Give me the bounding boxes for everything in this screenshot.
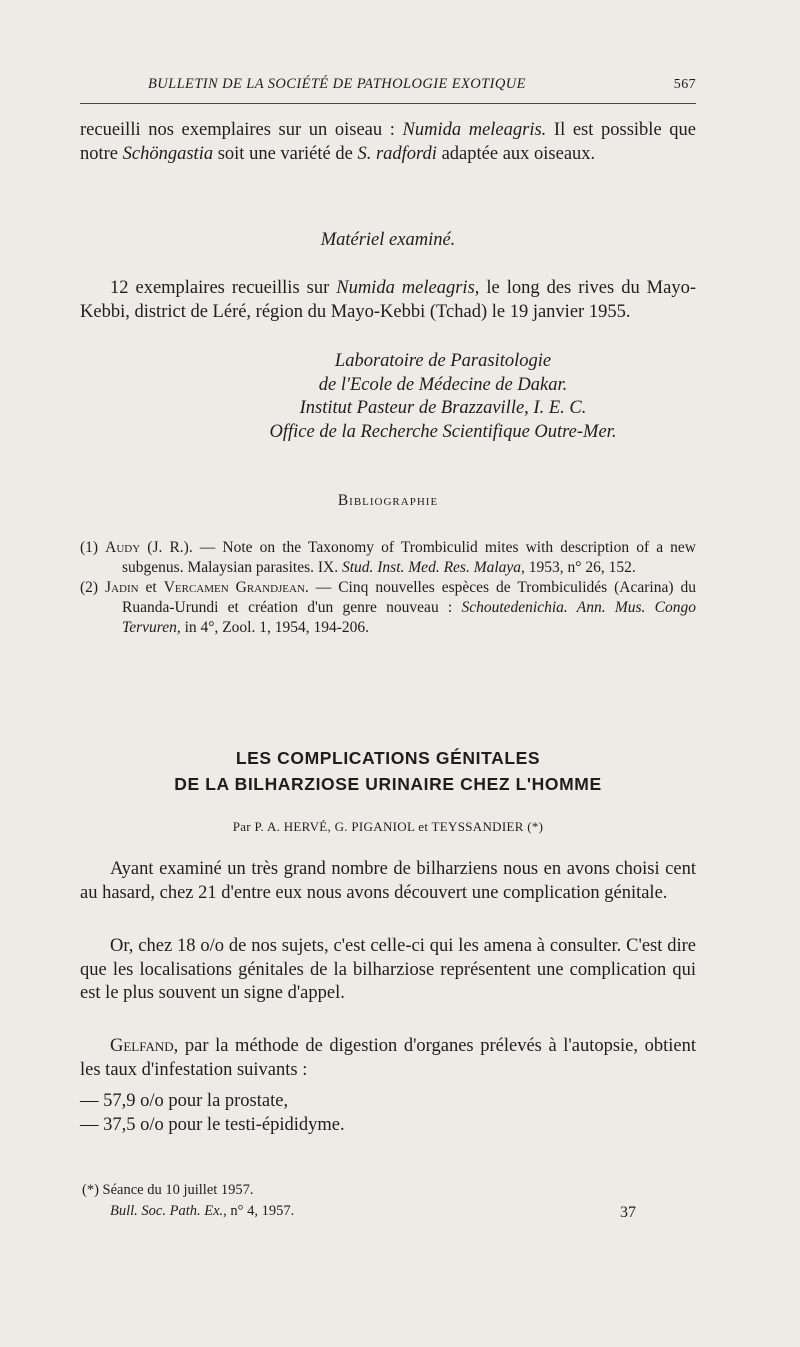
bibliography-entry: (1) Audy (J. R.). — Note on the Taxonomy of Trombiculid mites with description of a new subgenus. Malaysian parasites. IX. Stud. Inst. Med. Res. Malaya, 1953, n° 26, 152.	[80, 539, 696, 576]
intro-paragraph: recueilli nos exemplaires sur un oiseau : Numida meleagris. Il est possible que notre Schöngastia soit une variété de S. radfordi adaptée aux oiseaux.	[80, 120, 696, 164]
article-paragraph-3: Gelfand, par la méthode de digestion d'organes prélevés à l'autopsie, obtient les taux d'infestation suivants :	[80, 1036, 696, 1080]
list-item: — 37,5 o/o pour le testi-épididyme.	[80, 1114, 345, 1135]
article-paragraph-2: Or, chez 18 o/o de nos sujets, c'est celle-ci qui les amena à consulter. C'est dire que les localisations génitales de la bilharziose représentent une complication qui est le plus souvent un signe d'appel.	[80, 936, 696, 1003]
bibliography-list	[80, 538, 696, 638]
affiliation-line: Laboratoire de Parasitologie	[334, 351, 552, 371]
signature-mark: 37	[620, 1204, 636, 1221]
footnote	[80, 1180, 696, 1222]
article-title-line: LES COMPLICATIONS GÉNITALES	[235, 748, 541, 768]
material-heading: Matériel examiné.	[320, 230, 456, 250]
footnote-line: (*) Séance du 10 juillet 1957.	[82, 1182, 254, 1198]
affiliation-line: Institut Pasteur de Brazzaville, I. E. C.	[299, 398, 587, 418]
affiliation-line: Office de la Recherche Scientifique Outre-Mer.	[269, 421, 617, 442]
article-authors: Par P. A. HERVÉ, G. PIGANIOL et TEYSSANDIER (*)	[232, 819, 544, 834]
article-paragraph-1: Ayant examiné un très grand nombre de bilharziens nous en avons choisi cent au hasard, chez 21 d'entre eux nous avons découvert une complication génitale.	[80, 859, 696, 903]
header-rule	[80, 103, 696, 104]
article-title-line: DE LA BILHARZIOSE URINAIRE CHEZ L'HOMME	[174, 774, 602, 794]
footnote-line: Bull. Soc. Path. Ex., n° 4, 1957.	[110, 1203, 295, 1219]
list-item: — 57,9 o/o pour la prostate,	[80, 1091, 289, 1111]
article-title	[80, 745, 696, 797]
material-paragraph: 12 exemplaires recueillis sur Numida meleagris, le long des rives du Mayo-Kebbi, district de Léré, région du Mayo-Kebbi (Tchad) le 19 janvier 1955.	[80, 278, 696, 322]
infestation-list	[80, 1090, 696, 1137]
affiliation-line: de l'Ecole de Médecine de Dakar.	[318, 374, 568, 395]
journal-title: BULLETIN DE LA SOCIÉTÉ DE PATHOLOGIE EXOTIQUE	[148, 76, 526, 92]
page-number: 567	[673, 77, 696, 92]
bibliography-entry: (2) Jadin et Vercamen Grandjean. — Cinq nouvelles espèces de Trombiculidés (Acarina) du Ruanda-Urundi et création d'un genre nouveau : Schoutedenichia. Ann. Mus. Congo Tervuren, in 4°, Zool. 1, 1954, 194-206.	[80, 579, 696, 636]
bibliography-heading: Bibliographie	[337, 492, 439, 509]
affiliations	[80, 350, 696, 444]
